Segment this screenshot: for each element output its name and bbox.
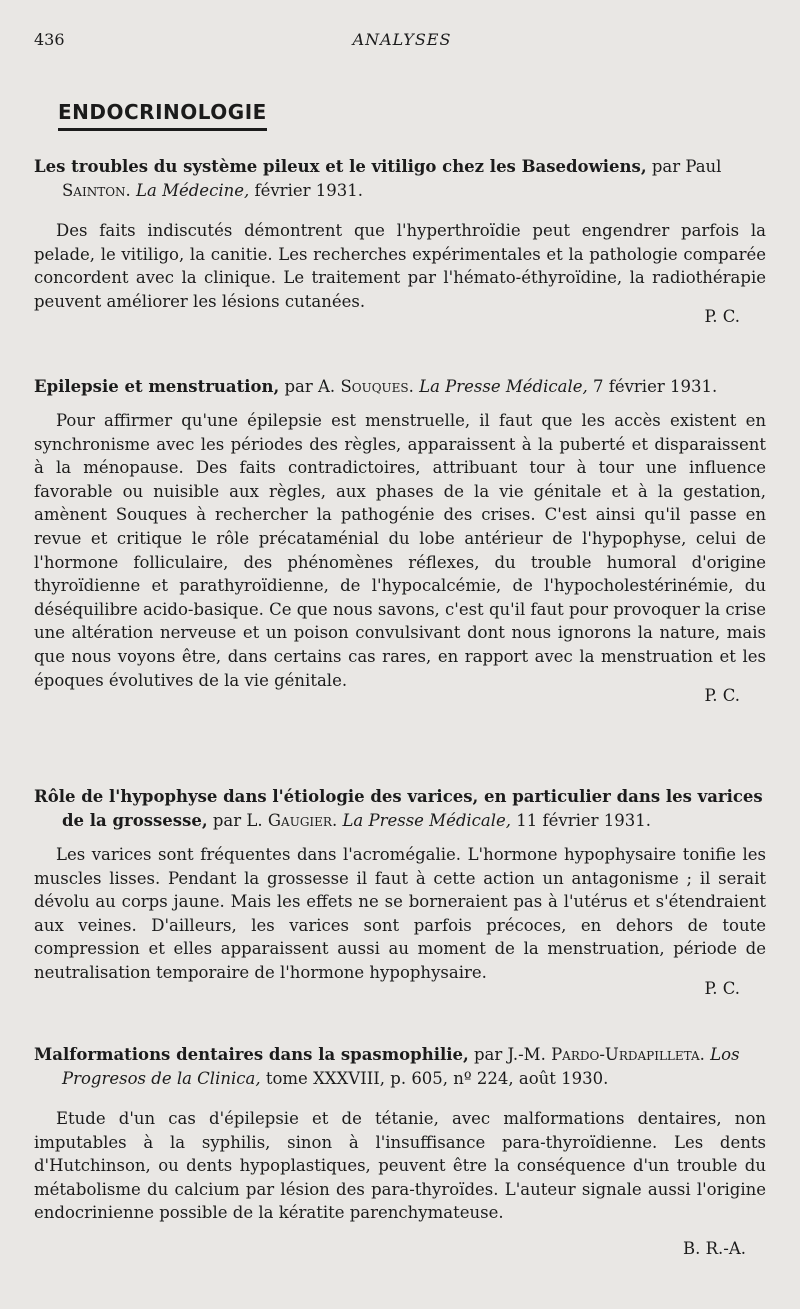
article-date: 7 février 1931. (592, 377, 718, 396)
article-by: par A. (284, 377, 336, 396)
article (34, 1043, 766, 1258)
article-source: La Presse Médicale, (419, 377, 588, 396)
section-title: ENDOCRINOLOGIE (58, 100, 267, 131)
article-heading (34, 785, 766, 833)
article-date: tome XXXVIII, p. 605, nº 224, août 1930. (265, 1069, 609, 1088)
article-author: Souques. (340, 377, 414, 396)
article-signature: P. C. (704, 686, 740, 706)
article-author: Sainton. (62, 181, 131, 200)
article (34, 375, 766, 705)
running-head (34, 30, 770, 52)
article-date: 11 février 1931. (516, 811, 652, 830)
article-signature: B. R.-A. (682, 1238, 746, 1258)
article-by: par Paul (651, 157, 722, 176)
article-author: Pardo-Urdapilleta. (551, 1045, 705, 1064)
article-author: Gaugier. (267, 811, 338, 830)
article-title: Les troubles du système pileux et le vitiligo chez les Basedowiens, (34, 157, 647, 176)
article-heading (34, 1043, 766, 1091)
page-number: 436 (34, 30, 65, 49)
article-by: par L. (212, 811, 263, 830)
article-heading (34, 155, 766, 203)
article-body: Pour affirmer qu'une épilepsie est menstruelle, il faut que les accès existent en synchronisme avec les périodes des règles, apparaissent à la puberté et disparaissent à la ménopause. Des faits contradictoires, attribuant tour à tour une influence favorable ou nuisible aux règles, aux phases de la vie génitale et à la gestation, amènent Souques à rechercher la pathogénie des crises. C'est ainsi qu'il passe en revue et critique le rôle précataménial du lobe antérieur de l'hypophyse, celui de l'hormone folliculaire, des phénomènes réflexes, du trouble humoral d'origine thyroïdienne et parathyroïdienne, de l'hypocalcémie, de l'hypocholestérinémie, du déséquilibre acido-basique. Ce que nous savons, c'est qu'il faut pour provoquer la crise une altération nerveuse et un poison convulsivant dont nous ignorons la nature, mais que nous voyons être, dans certains cas rares, en rapport avec la menstruation et les époques évolutives de la vie génitale. (34, 411, 766, 690)
article-by: par J.-M. (474, 1045, 546, 1064)
article-body: Des faits indiscutés démontrent que l'hyperthroïdie peut engendrer parfois la pelade, le vitiligo, la canitie. Les recherches expérimentales et la pathologie comparée concordent avec la clinique. Le traitement par l'hémato-éthyroïdine, la radiothérapie peuvent améliorer les lésions cutanées. (34, 221, 766, 311)
article-source: La Médecine, (136, 181, 250, 200)
journal-title: ANALYSES (352, 30, 452, 49)
article-source: Los Progresos de la Clinica, (62, 1045, 740, 1088)
article (34, 785, 766, 998)
article-source: La Presse Médicale, (342, 811, 512, 830)
article-signature: P. C. (704, 307, 740, 327)
article (34, 155, 766, 326)
article-date: février 1931. (254, 181, 363, 200)
article-body: Etude d'un cas d'épilepsie et de tétanie, avec malformations dentaires, non imputables à la syphilis, sinon à l'insuffisance para-thyroïdienne. Les dents d'Hutchinson, ou dents hypoplastiques, peuvent être la conséquence d'un trouble du métabolisme du calcium par lésion des para-thyroïdes. L'auteur signale aussi l'origine endocrinienne possible de la kératite parenchymateuse. (34, 1109, 766, 1223)
article-signature: P. C. (704, 978, 740, 998)
article-body: Les varices sont fréquentes dans l'acromégalie. L'hormone hypophysaire tonifie les muscles lisses. Pendant la grossesse il faut à cette action un antagonisme ; il serait dévolu au corps jaune. Mais les effets ne se borneraient pas à l'utérus et s'étendraient aux veines. D'ailleurs, les varices sont parfois précoces, en dehors de toute compression et elles apparaissent aussi au moment de la menstruation, période de neutralisation temporaire de l'hormone hypophysaire. (34, 845, 766, 982)
article-heading (34, 375, 766, 399)
article-title: Rôle de l'hypophyse dans l'étiologie des varices, en particulier dans les varices de la grossesse, (34, 787, 763, 830)
article-title: Malformations dentaires dans la spasmophilie, (34, 1045, 469, 1064)
article-title: Epilepsie et menstruation, (34, 377, 280, 396)
